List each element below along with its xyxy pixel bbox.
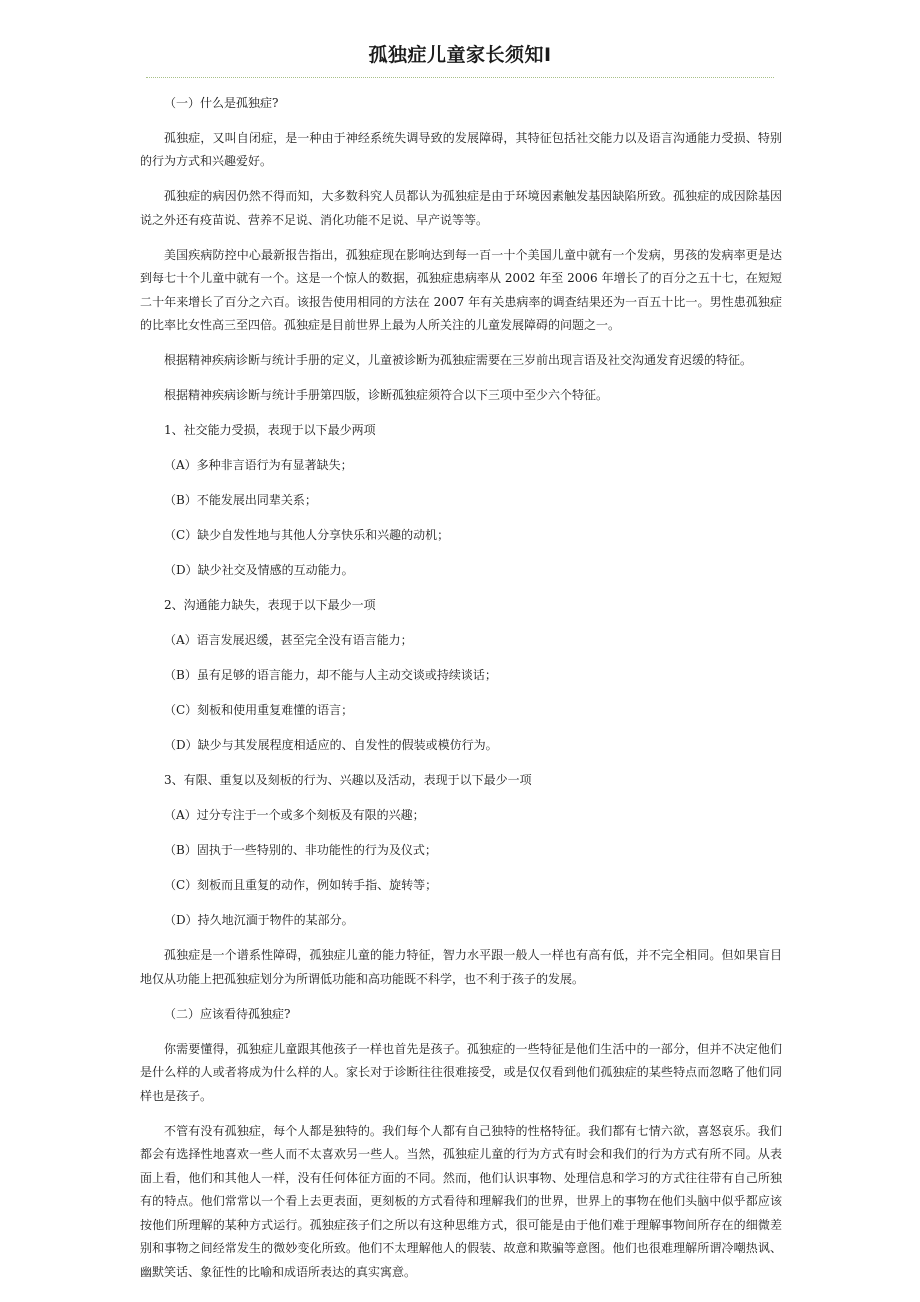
- paragraph: 孤独症，又叫自闭症，是一种由于神经系统失调导致的发展障碍，其特征包括社交能力以及语言沟通能力受损、特别的行为方式和兴趣爱好。: [140, 130, 782, 168]
- paragraph: 根据精神疾病诊断与统计手册第四版，诊断孤独症须符合以下三项中至少六个特征。: [164, 388, 609, 402]
- document-title: 孤独症儿童家长须知Ⅰ: [368, 44, 552, 66]
- paragraph: 美国疾病防控中心最新报告指出，孤独症现在影响达到每一百一十个美国儿童中就有一个发病，男孩的发病率更是达到每七十个儿童中就有一个。这是一个惊人的数据，孤独症患病率从 2002 年至 2006 年增长了的百分之五十七，在短短二十年来增长了百分之六百。该报告使用相同的方法在 2007 年有关患病率的调查结果还为一百五十比一。男性患孤独症的比率比女性高三至四倍。孤独症是目前世界上最为人所关注的儿童发展障碍的问题之一。: [140, 247, 782, 332]
- criteria-item: （A）语言发展迟缓，甚至完全没有语言能力；: [164, 633, 413, 647]
- criteria-heading-3: 3、有限、重复以及刻板的行为、兴趣以及活动，表现于以下最少一项: [164, 773, 532, 787]
- criteria-heading-1: 1、社交能力受损，表现于以下最少两项: [164, 423, 376, 437]
- criteria-item: （A）多种非言语行为有显著缺失；: [164, 458, 353, 472]
- criteria-item: （C）缺少自发性地与其他人分享快乐和兴趣的动机；: [164, 528, 450, 542]
- criteria-item: （B）不能发展出同辈关系；: [164, 493, 317, 507]
- criteria-heading-2: 2、沟通能力缺失，表现于以下最少一项: [164, 598, 376, 612]
- criteria-item: （D）缺少与其发展程度相适应的、自发性的假装或模仿行为。: [164, 738, 498, 752]
- paragraph: 不管有没有孤独症，每个人都是独特的。我们每个人都有自己独特的性格特征。我们都有七情六欲，喜怒哀乐。我们都会有选择性地喜欢一些人而不太喜欢另一些人。当然，孤独症儿童的行为方式有时会和我们的行为方式有所不同。从表面上看，他们和其他人一样，没有任何体征方面的不同。然而，他们认识事物、处理信息和学习的方式往往带有自己所独有的特点。他们常常以一个看上去更表面，更刻板的方式看待和理解我们的世界，世界上的事物在他们头脑中似乎都应该按他们所理解的某种方式运行。孤独症孩子们之所以有这种思维方式，很可能是由于他们难于理解事物间所存在的细微差别和事物之间经常发生的微妙变化所致。他们不太理解他人的假装、故意和欺骗等意图。他们也很难理解所谓冷嘲热讽、幽默笑话、象征性的比喻和成语所表达的真实寓意。: [140, 1123, 782, 1279]
- title-divider: [146, 77, 774, 78]
- document-body: [140, 80, 782, 1284]
- paragraph: 孤独症的病因仍然不得而知，大多数科究人员都认为孤独症是由于环境因素触发基因缺陷所致。孤独症的成因除基因说之外还有疫苗说、营养不足说、消化功能不足说、早产说等等。: [140, 189, 782, 227]
- section-heading-1: （一）什么是孤独症?: [164, 95, 279, 110]
- criteria-item: （C）刻板而且重复的动作，例如转手指、旋转等；: [164, 878, 438, 892]
- criteria-item: （D）缺少社交及情感的互动能力。: [164, 563, 354, 577]
- criteria-item: （B）虽有足够的语言能力，却不能与人主动交谈或持续谈话；: [164, 668, 497, 682]
- section-heading-2: （二）应该看待孤独症?: [164, 1006, 291, 1021]
- paragraph: 根据精神疾病诊断与统计手册的定义，儿童被诊断为孤独症需要在三岁前出现言语及社交沟通发育迟缓的特征。: [164, 353, 753, 367]
- criteria-item: （C）刻板和使用重复难懂的语言；: [164, 703, 354, 717]
- paragraph: 你需要懂得，孤独症儿童跟其他孩子一样也首先是孩子。孤独症的一些特征是他们生活中的一部分，但并不决定他们是什么样的人或者将成为什么样的人。家长对于诊断往往很难接受，或是仅仅看到他们孤独症的某些特点而忽略了他们同样也是孩子。: [140, 1041, 782, 1103]
- criteria-item: （B）固执于一些特别的、非功能性的行为及仪式；: [164, 843, 437, 857]
- paragraph: 孤独症是一个谱系性障碍，孤独症儿童的能力特征，智力水平跟一般人一样也有高有低，并不完全相同。但如果盲目地仅从功能上把孤独症划分为所谓低功能和高功能既不科学，也不利于孩子的发展。: [140, 948, 782, 986]
- criteria-item: （A）过分专注于一个或多个刻板及有限的兴趣；: [164, 808, 425, 822]
- criteria-item: （D）持久地沉湎于物件的某部分。: [164, 913, 354, 927]
